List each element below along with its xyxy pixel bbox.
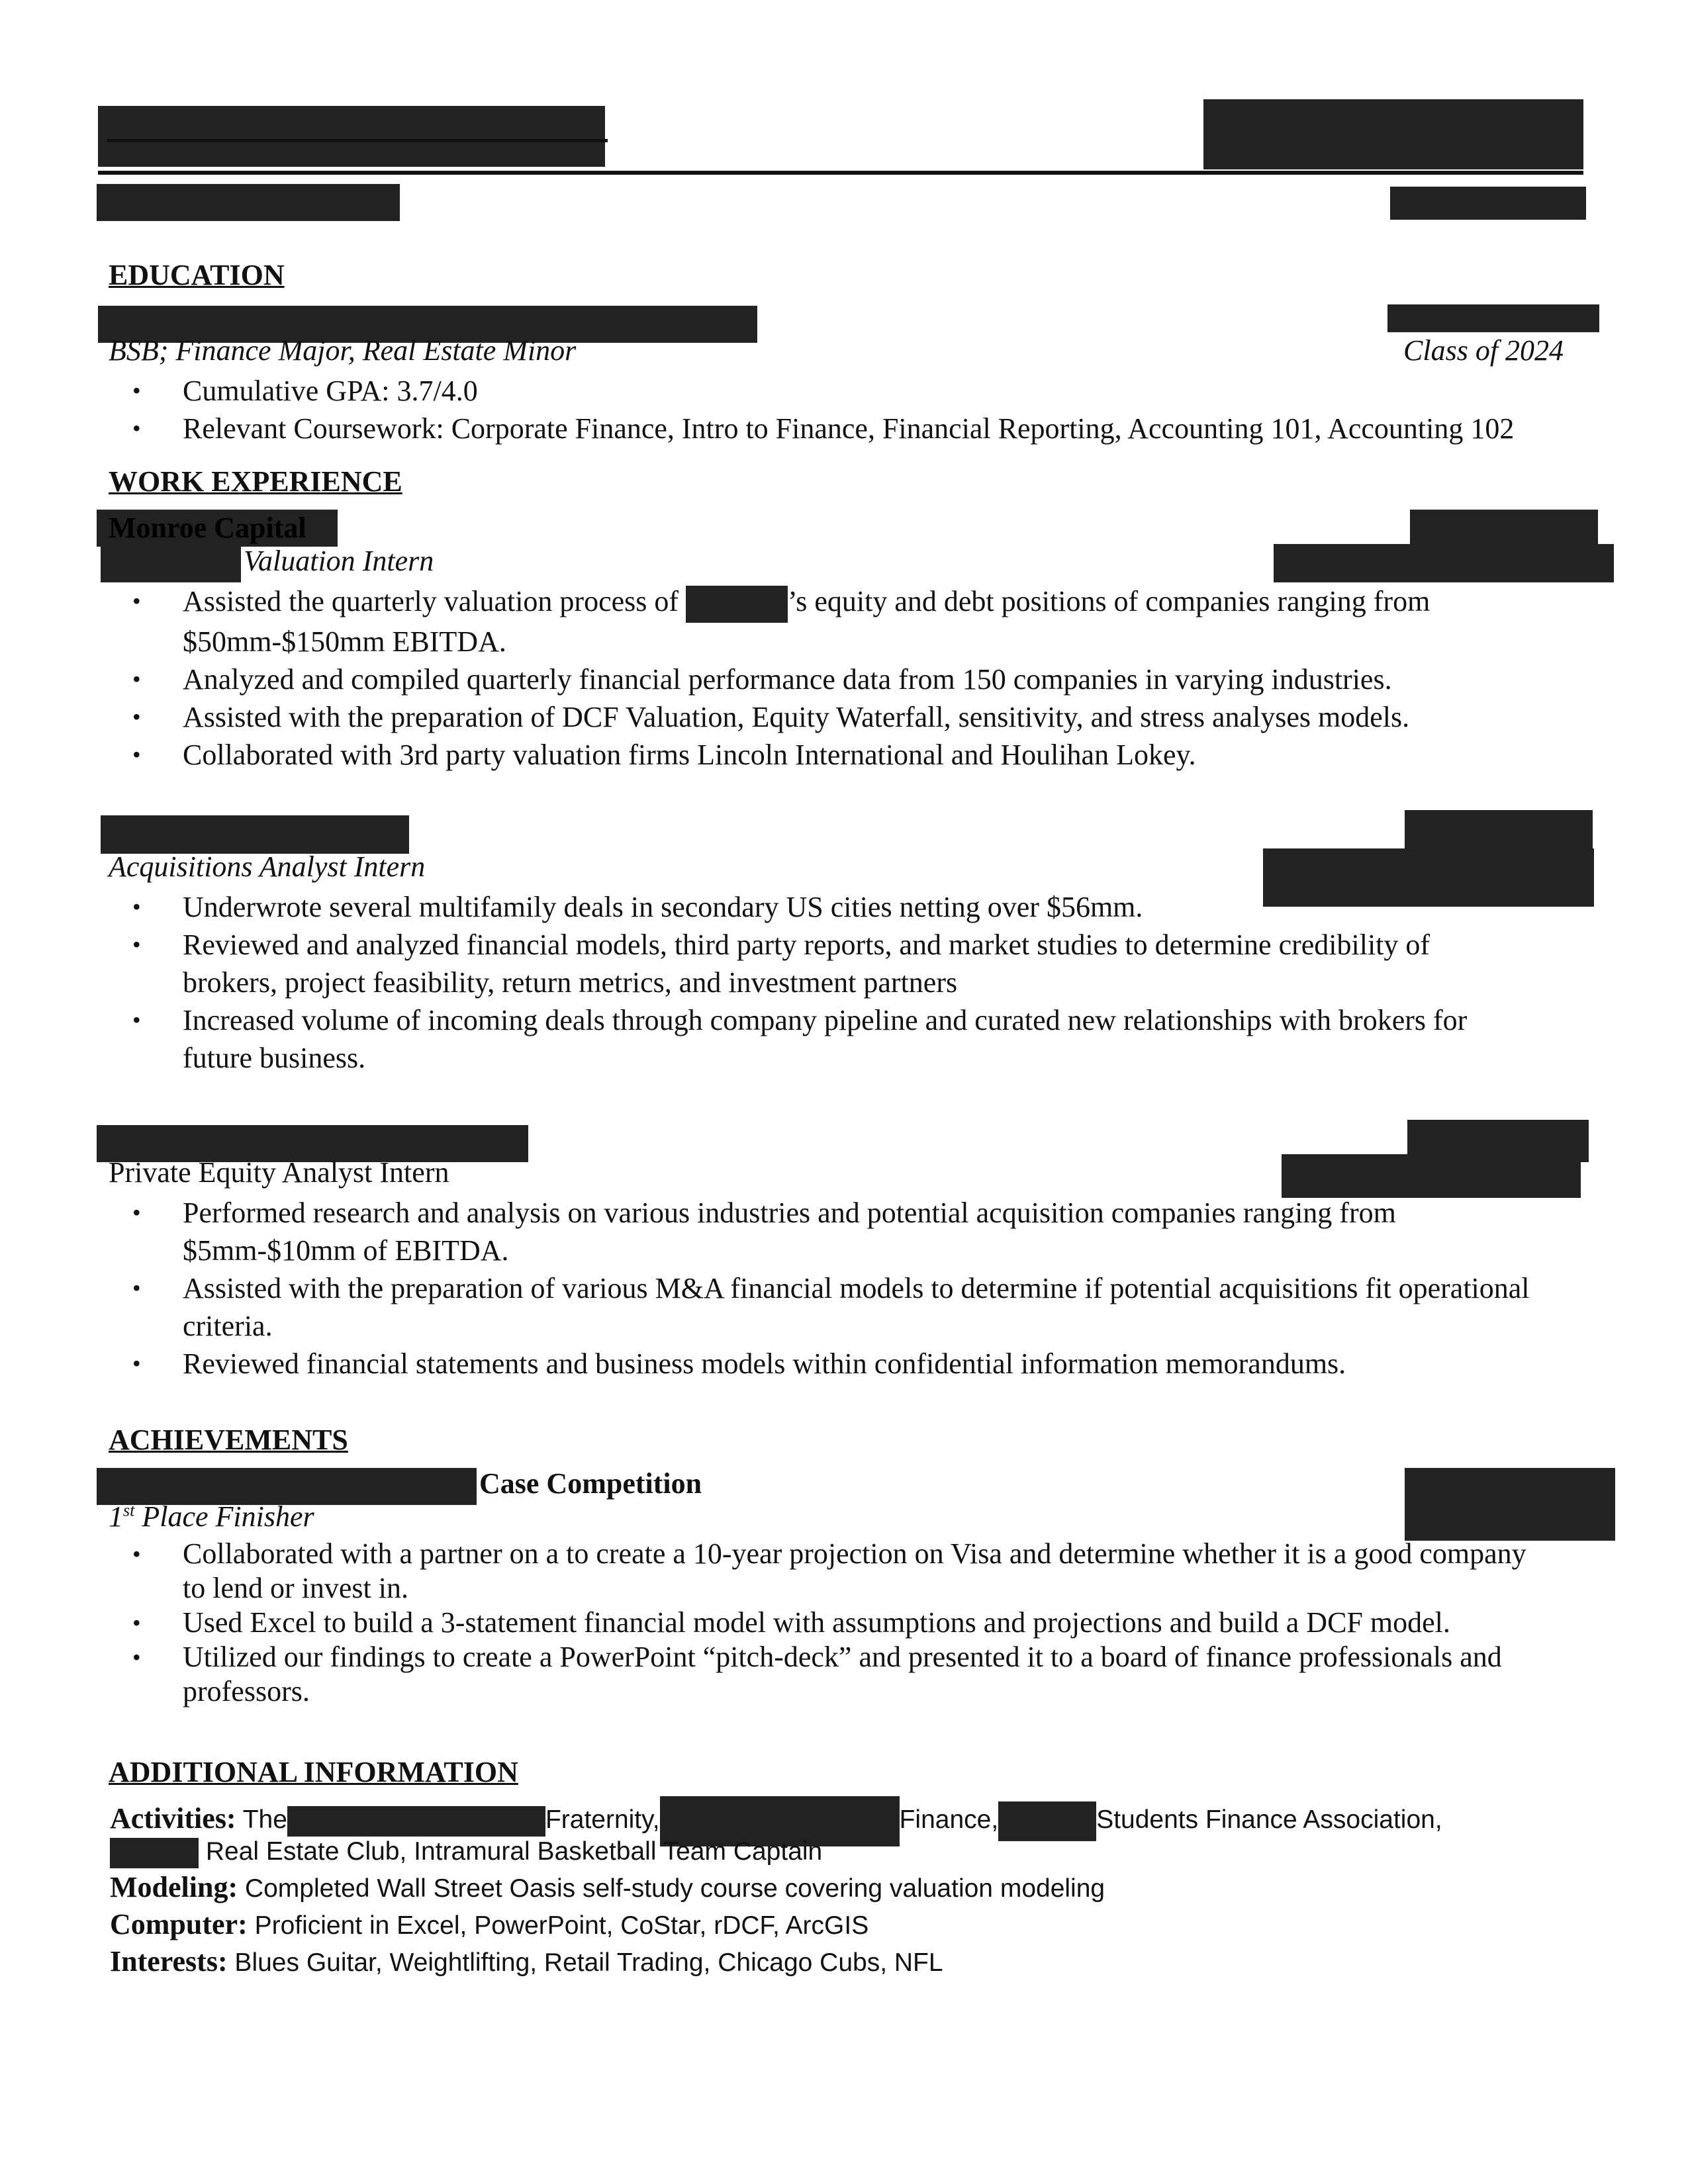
activities-text-4: Students Finance Association, <box>1096 1805 1442 1834</box>
activities-text-2: Fraternity, <box>545 1805 660 1834</box>
place-suffix: st <box>123 1500 135 1520</box>
job-title-3: Private Equity Analyst Intern <box>109 1156 449 1189</box>
degree-text: BSB; Finance Major, Real Estate Minor <box>109 334 577 367</box>
activities-text-3: Finance, <box>899 1805 999 1834</box>
list-item: • Cumulative GPA: 3.7/4.0 <box>132 372 1589 410</box>
computer-line <box>110 1907 868 1941</box>
list-item: • Collaborated with 3rd party valuation firms Lincoln International and Houlihan Lokey. <box>132 736 1589 774</box>
list-item: • Utilized our findings to create a PowerPoint “pitch-deck” and presented it to a board of finance professionals and professors. <box>132 1640 1549 1709</box>
header-rule <box>98 171 1583 175</box>
list-item: • Reviewed financial statements and business models within confidential information memorandums. <box>132 1345 1549 1383</box>
job2-bullets <box>132 888 1509 1077</box>
competition-name: Case Competition <box>479 1467 702 1500</box>
name-underline <box>107 139 608 142</box>
list-item: • Relevant Coursework: Corporate Finance, Intro to Finance, Financial Reporting, Accounting 101, Accounting 102 <box>132 410 1589 447</box>
bullet-post: ’s equity and debt positions of companies ranging from <box>788 585 1430 617</box>
redacted-company-2 <box>101 815 409 854</box>
interests-text: Blues Guitar, Weightlifting, Retail Trading, Chicago Cubs, NFL <box>227 1948 943 1977</box>
redacted-contact-right <box>1203 99 1583 169</box>
place-rest: Place Finisher <box>134 1500 314 1533</box>
list-item: • Performed research and analysis on various industries and potential acquisition companies ranging from $5mm-$10mm of EBITDA. <box>132 1194 1549 1269</box>
section-heading-education: EDUCATION <box>109 259 285 291</box>
interests-line <box>110 1944 943 1978</box>
redacted-org-2 <box>998 1801 1096 1841</box>
list-item: • Collaborated with a partner on a to create a 10-year projection on Visa and determine whether it is a good company to lend or invest in. <box>132 1537 1549 1606</box>
redacted-job1-prefix <box>101 547 241 582</box>
education-bullets <box>132 372 1589 447</box>
list-item: • Assisted with the preparation of DCF Valuation, Equity Waterfall, sensitivity, and stress analyses models. <box>132 698 1589 736</box>
place-number: 1 <box>109 1500 123 1533</box>
modeling-text: Completed Wall Street Oasis self-study course covering valuation modeling <box>238 1874 1105 1903</box>
list-item: • Underwrote several multifamily deals in secondary US cities netting over $56mm. <box>132 888 1509 926</box>
job1-bullets <box>132 582 1589 774</box>
computer-text: Proficient in Excel, PowerPoint, CoStar, rDCF, ArcGIS <box>247 1911 869 1940</box>
modeling-label: Modeling: <box>110 1871 238 1903</box>
list-item: • Used Excel to build a 3-statement financial model with assumptions and projections and build a DCF model. <box>132 1606 1549 1640</box>
redacted-job2-location <box>1405 810 1593 852</box>
activities-label: Activities: <box>110 1801 236 1835</box>
activities-text-1: The <box>236 1805 287 1834</box>
list-item: • Assisted with the preparation of various M&A financial models to determine if potential acquisitions fit operational criteria. <box>132 1269 1549 1345</box>
class-of-text: Class of 2024 <box>1403 334 1564 367</box>
section-heading-work: WORK EXPERIENCE <box>109 465 402 498</box>
placement-text <box>109 1500 314 1533</box>
redacted-club-prefix <box>110 1838 199 1868</box>
redacted-address <box>97 184 400 221</box>
redacted-location <box>1387 304 1599 332</box>
section-heading-achievements: ACHIEVEMENTS <box>109 1424 348 1456</box>
activities-line-2 <box>110 1835 822 1868</box>
job3-bullets <box>132 1194 1549 1383</box>
job-title-1: Valuation Intern <box>244 545 434 577</box>
redacted-firm-name <box>686 586 788 623</box>
list-item <box>132 582 1589 660</box>
interests-label: Interests: <box>110 1945 228 1978</box>
list-item: • Reviewed and analyzed financial models, third party reports, and market studies to determine credibility of brokers, project feasibility, return metrics, and investment partners <box>132 926 1509 1001</box>
job-title-2: Acquisitions Analyst Intern <box>109 850 426 883</box>
computer-label: Computer: <box>110 1908 248 1940</box>
redacted-phone <box>1390 187 1586 220</box>
redacted-job1-dates <box>1274 544 1614 582</box>
achievement-bullets <box>132 1537 1549 1709</box>
activities-text-5: Real Estate Club, Intramural Basketball Team Captain <box>199 1837 823 1866</box>
redacted-competition-date <box>1405 1468 1615 1541</box>
list-item: • Analyzed and compiled quarterly financial performance data from 150 companies in varying industries. <box>132 660 1589 698</box>
section-heading-additional: ADDITIONAL INFORMATION <box>109 1756 518 1788</box>
redacted-job3-dates <box>1282 1154 1581 1198</box>
bullet-pre: Assisted the quarterly valuation process of <box>183 585 686 617</box>
redacted-fraternity <box>287 1806 545 1837</box>
company-name: Monroe Capital <box>109 512 306 544</box>
redacted-job1-location <box>1410 510 1598 547</box>
list-item: • Increased volume of incoming deals through company pipeline and curated new relationships with brokers for future business. <box>132 1001 1509 1077</box>
bullet-cont: $50mm-$150mm EBITDA. <box>183 625 506 658</box>
modeling-line <box>110 1870 1105 1904</box>
redacted-name <box>98 106 605 167</box>
